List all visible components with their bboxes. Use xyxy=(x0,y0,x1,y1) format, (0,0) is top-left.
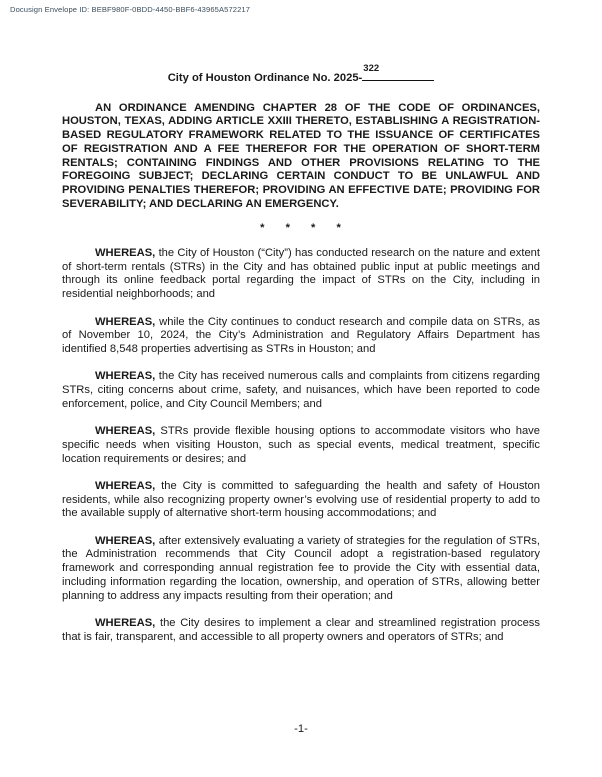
ordinance-title-text: City of Houston Ordinance No. 2025- xyxy=(167,72,363,84)
whereas-paragraph-5 xyxy=(62,480,540,521)
whereas-text: the City desires to implement a clear and streamlined registration process that is fair, transparent, and accessible to all property owners and operators of STRs; and xyxy=(62,616,540,643)
whereas-paragraph-4 xyxy=(62,425,540,466)
whereas-text: STRs provide flexible housing options to accommodate visitors who have specific needs when visiting Houston, such as special events, medical treatment, specific location requirements or desires; and xyxy=(62,425,540,465)
ordinance-number-blank-line xyxy=(362,63,434,81)
whereas-lead: WHEREAS, xyxy=(95,534,156,547)
whereas-paragraph-3 xyxy=(62,370,540,411)
docusign-envelope-id: Docusign Envelope ID: BEBF980F-0BDD-4450-BBF6-43965A572217 xyxy=(10,5,251,14)
page-number: -1- xyxy=(294,723,308,735)
whereas-lead: WHEREAS, xyxy=(95,315,156,328)
whereas-paragraph-1 xyxy=(62,247,540,302)
ordinance-caption: AN ORDINANCE AMENDING CHAPTER 28 OF THE CODE OF ORDINANCES, HOUSTON, TEXAS, ADDING ARTICLE XXIII THERETO, ESTABLISHING A REGISTRATION-BASED REGULATORY FRAMEWORK RELATED TO THE ISSUANCE OF CERTIFICATES OF REGISTRATION AND A FEE THEREFOR FOR THE OPERATION OF SHORT-TERM RENTALS; CONTAINING FINDINGS AND OTHER PROVISIONS RELATING TO THE FOREGOING SUBJECT; DECLARING CERTAIN CONDUCT TO BE UNLAWFUL AND PROVIDING PENALTIES THEREFOR; PROVIDING AN EFFECTIVE DATE; PROVIDING FOR SEVERABILITY; AND DECLARING AN EMERGENCY. xyxy=(62,101,540,210)
whereas-paragraph-6 xyxy=(62,535,540,604)
ordinance-number: 322 xyxy=(363,63,380,74)
whereas-text: the City has received numerous calls and complaints from citizens regarding STRs, citing concerns about crime, safety, and nuisances, which have been reported to code enforcement, police, and City Council Members; and xyxy=(62,370,540,410)
whereas-lead: WHEREAS, xyxy=(95,247,156,260)
whereas-lead: WHEREAS, xyxy=(95,616,156,629)
ordinance-title xyxy=(62,63,540,86)
whereas-paragraph-2 xyxy=(62,316,540,357)
whereas-lead: WHEREAS, xyxy=(95,479,156,492)
whereas-text: after extensively evaluating a variety of strategies for the regulation of STRs, the Administration recommends that City Council adopt a registration-based regulatory framework and corresponding annual registration fee to provide the City with essential data, including information regarding the location, ownership, and operation of STRs, allowing better planning to address any impacts resulting from their operation; and xyxy=(62,534,540,602)
whereas-text: while the City continues to conduct research and compile data on STRs, as of November 10, 2024, the City’s Administration and Regulatory Affairs Department has identified 8,548 properties advertising as STRs in Houston; and xyxy=(62,315,540,355)
whereas-lead: WHEREAS, xyxy=(95,425,156,438)
whereas-text: the City of Houston (“City”) has conducted research on the nature and extent of short-term rentals (STRs) in the City and has obtained public input at public meetings and through its online feedback portal regarding the impact of STRs on the City, including in residential neighborhoods; and xyxy=(62,247,540,301)
whereas-text: the City is committed to safeguarding the health and safety of Houston residents, while also recognizing property owner’s evolving use of residential property to add to the available supply of alternative short-term housing accommodations; and xyxy=(62,479,540,520)
whereas-lead: WHEREAS, xyxy=(95,370,156,383)
asterisk-separator: * * * * xyxy=(260,222,342,235)
whereas-paragraph-7 xyxy=(62,617,540,644)
document-body xyxy=(62,63,540,658)
